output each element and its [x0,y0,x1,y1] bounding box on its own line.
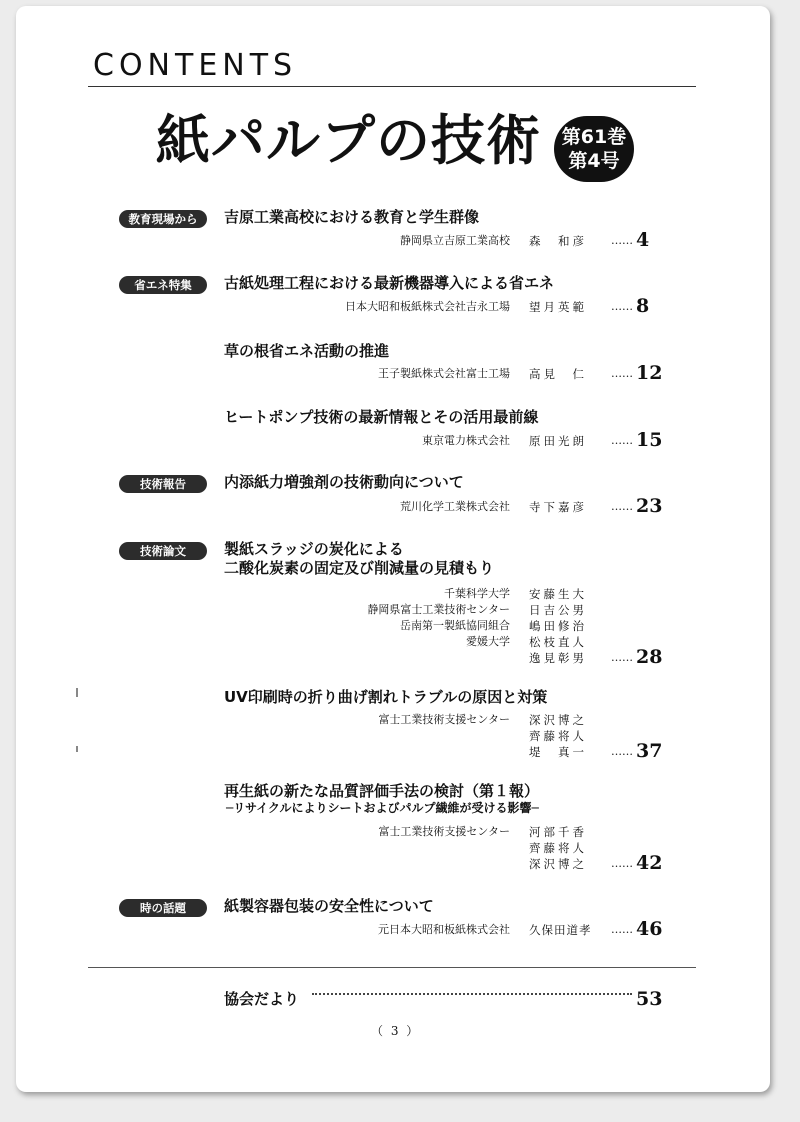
article-title[interactable]: ヒートポンプ技術の最新情報とその活用最前線 [224,408,539,426]
author: 高見 仁 [529,367,587,381]
category-badge: 技術論文 [119,542,207,560]
author: 嶋田修治 [529,619,587,633]
association-news-title[interactable]: 協会だより [224,990,300,1008]
volume-label: 第61巻 [561,126,627,148]
article-title[interactable]: 内添紙力増強剤の技術動向について [224,473,464,491]
author: 深沢博之 [529,857,587,871]
affiliation: 荒川化学工業株式会社 [400,500,510,513]
author: 日吉公男 [529,603,587,617]
leader-dots: …… [611,367,633,380]
leader-dots: …… [611,500,633,513]
association-news-leader [312,993,632,995]
affiliation: 東京電力株式会社 [422,434,510,447]
category-badge: 省エネ特集 [119,276,207,294]
page-reference[interactable]: 4 [636,229,650,251]
page-reference[interactable]: 12 [636,362,663,384]
leader-dots: …… [611,234,633,247]
affiliation: 日本大昭和板紙株式会社吉永工場 [345,300,510,313]
author: 森 和彦 [529,234,587,248]
author: 安藤生大 [529,587,587,601]
page-reference[interactable]: 37 [636,740,663,762]
contents-heading: CONTENTS [93,48,298,83]
leader-dots: …… [611,434,633,447]
author: 逸見彰男 [529,651,587,665]
association-news-page[interactable]: 53 [636,988,663,1010]
page-reference[interactable]: 15 [636,429,663,451]
article-subtitle: ─リサイクルによりシートおよびパルプ繊維が受ける影響─ [226,801,539,815]
article-title[interactable]: UV印刷時の折り曲げ割れトラブルの原因と対策 [224,688,548,706]
article-title[interactable]: 紙製容器包装の安全性について [224,897,434,915]
affiliation: 富士工業技術支援センター [378,825,510,838]
category-badge: 教育現場から [119,210,207,228]
contents-page [16,6,770,1092]
author: 望月英範 [529,300,587,314]
affiliation: 王子製紙株式会社富士工場 [378,367,510,380]
affiliation: 静岡県立吉原工業高校 [400,234,510,247]
category-badge: 技術報告 [119,475,207,493]
category-badge: 時の話題 [119,899,207,917]
affiliation: 元日本大昭和板紙株式会社 [378,923,510,936]
page-reference[interactable]: 23 [636,495,663,517]
affiliation: 岳南第一製紙協同組合 [400,619,510,632]
leader-dots: …… [611,651,633,664]
page-reference[interactable]: 28 [636,646,663,668]
author: 齊藤将人 [529,841,587,855]
author: 深沢博之 [529,713,587,727]
leader-dots: …… [611,923,633,936]
affiliation: 愛媛大学 [466,635,510,648]
article-title[interactable]: 製紙スラッジの炭化による [224,540,404,558]
leader-dots: …… [611,300,633,313]
journal-title: 紙パルプの技術 [156,109,541,172]
author: 寺下嘉彦 [529,500,587,514]
author: 堤 真一 [529,745,587,759]
article-title[interactable]: 吉原工業高校における教育と学生群像 [224,208,480,226]
affiliation: 静岡県富士工業技術センター [367,603,510,616]
page-reference[interactable]: 46 [636,918,663,940]
article-title[interactable]: 再生紙の新たな品質評価手法の検討（第１報） [224,782,540,800]
affiliation: 富士工業技術支援センター [378,713,510,726]
article-title[interactable]: 古紙処理工程における最新機器導入による省エネ [224,274,555,292]
article-title[interactable]: 草の根省エネ活動の推進 [224,342,390,360]
page-reference[interactable]: 42 [636,852,663,874]
leader-dots: …… [611,857,633,870]
page-reference[interactable]: 8 [636,295,650,317]
author: 齊藤将人 [529,729,587,743]
volume-issue-badge [554,116,634,182]
author: 松枝直人 [529,635,587,649]
author: 河部千香 [529,825,587,839]
top-rule [88,86,696,87]
scan-speck [76,746,78,752]
page-number: （ 3 ） [371,1024,421,1038]
issue-label: 第4号 [568,150,620,172]
scan-speck [76,688,78,697]
author: 原田光朗 [529,434,587,448]
leader-dots: …… [611,745,633,758]
author: 久保田道孝 [529,923,592,937]
bottom-rule [88,967,696,968]
article-title-line2[interactable]: 二酸化炭素の固定及び削減量の見積もり [224,559,495,577]
affiliation: 千葉科学大学 [444,587,510,600]
